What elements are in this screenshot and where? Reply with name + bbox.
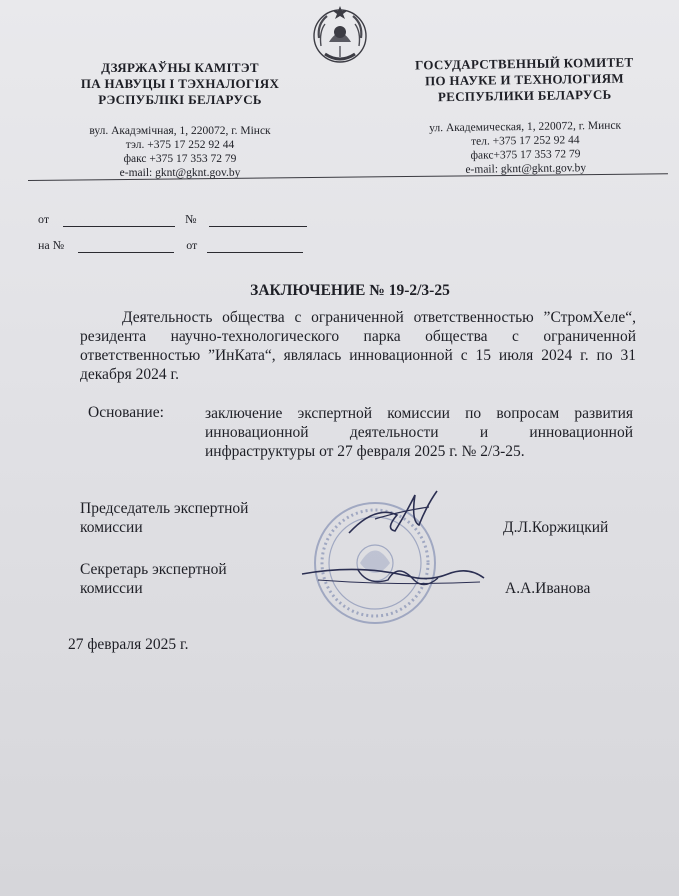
header-right-org-block <box>384 54 666 178</box>
reply-number-label: на № <box>38 238 65 252</box>
header-right-org-name <box>384 54 665 106</box>
outgoing-reference-row <box>38 212 307 227</box>
secretary-position <box>80 560 227 598</box>
chair-position-line: Председатель экспертной <box>80 500 249 517</box>
chair-position-line: комиссии <box>80 519 143 536</box>
header-left-org-block <box>55 60 305 180</box>
document-title: ЗАКЛЮЧЕНИЕ № 19-2/3-25 <box>250 282 450 299</box>
header-left-org-line: ДЗЯРЖАЎНЫ КАМІТЭТ <box>101 60 259 75</box>
document-date: 27 февраля 2025 г. <box>68 636 189 653</box>
basis-text: заключение экспертной комиссии по вопросам развития инновационной деятельности и инновационной инфраструктуры от 27 февраля 2025 г. № 2/3-25. <box>205 405 633 460</box>
secretary-position-line: Секретарь экспертной <box>80 561 227 578</box>
header-left-org-line: РЭСПУБЛІКІ БЕЛАРУСЬ <box>98 92 262 107</box>
secretary-position-line: комиссии <box>80 580 143 597</box>
header-left-contacts <box>55 124 305 180</box>
number-label: № <box>185 212 197 226</box>
chair-position <box>80 499 248 537</box>
header-right-fax: факс+375 17 353 72 79 <box>470 148 581 162</box>
chair-name: Д.Л.Коржицкий <box>503 519 609 536</box>
header-left-fax: факс +375 17 353 72 79 <box>123 153 237 165</box>
reply-number-blank <box>78 241 174 253</box>
header-right-org-line: ГОСУДАРСТВЕННЫЙ КОМИТЕТ <box>414 54 634 73</box>
header-left-org-name <box>55 60 305 108</box>
header-right-org-line: ПО НАУКЕ И ТЕХНОЛОГИЯМ <box>424 70 624 89</box>
secretary-name: А.А.Иванова <box>505 580 591 597</box>
header-right-contacts <box>385 118 666 178</box>
header-left-phone: тэл. +375 17 252 92 44 <box>125 139 235 151</box>
header-right-org-line: РЕСПУБЛИКИ БЕЛАРУСЬ <box>437 86 612 105</box>
from-label: от <box>38 212 50 226</box>
header-left-address: вул. Акадэмічная, 1, 220072, г. Мінск <box>89 125 271 137</box>
state-emblem-icon <box>307 2 373 68</box>
reply-from-blank <box>207 241 303 253</box>
chair-signature <box>345 485 440 540</box>
header-right-address: ул. Академическая, 1, 220072, г. Минск <box>429 119 622 135</box>
reply-from-label: от <box>186 238 198 252</box>
header-right-phone: тел. +375 17 252 92 44 <box>470 134 580 148</box>
header-left-org-line: ПА НАВУЦЫ І ТЭХНАЛОГІЯХ <box>80 76 280 91</box>
header-right-email: e-mail: gknt@gknt.gov.by <box>465 162 587 176</box>
document-body: Деятельность общества с ограниченной ответственностью ”СтромХеле“, резидента научно-технологического парка общества с ограниченной ответственностью ”ИнКата“, являлась инновационной с 15 июля 2024 г. по 31 декабря 2024 г. <box>80 309 636 383</box>
secretary-signature <box>298 556 488 596</box>
header-left-email: e-mail: gknt@gknt.gov.by <box>119 167 241 179</box>
number-blank <box>209 215 307 227</box>
from-date-blank <box>63 215 175 227</box>
basis-label: Основание: <box>88 404 164 421</box>
incoming-reference-row <box>38 238 303 253</box>
